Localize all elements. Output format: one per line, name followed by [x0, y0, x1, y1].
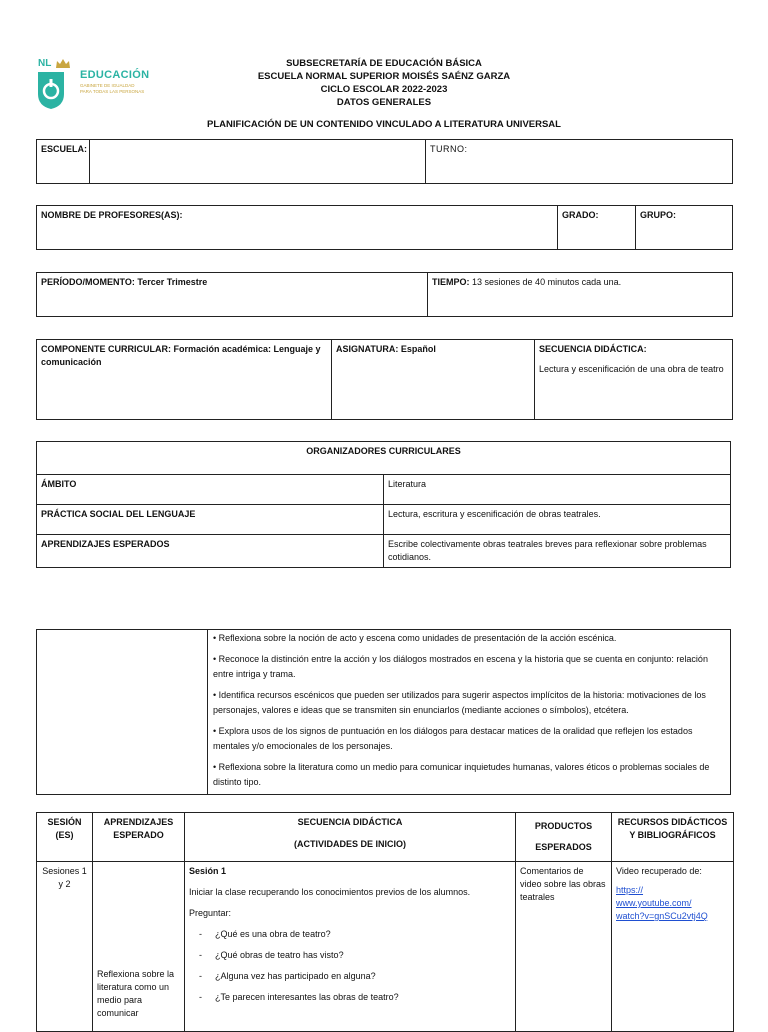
bullet-item: • Identifica recursos escénicos que pueden ser utilizados para sugerir aspectos implícitos de la historia: motivaciones de los personajes, valores e ideas que se transmiten sin enunciarlos (mediante acciones o símbolos), etcétera.: [213, 690, 706, 715]
bullets-cell: [208, 630, 731, 795]
sesion-cell: Sesiones 1 y 2: [37, 862, 93, 1032]
grupo-label: GRUPO:: [636, 206, 733, 250]
sesion-ask: Preguntar:: [189, 908, 232, 918]
logo-title: EDUCACIÓN: [80, 69, 150, 81]
aprendizaje-text: Reflexiona sobre la literatura como un medio para comunicar: [97, 969, 175, 1018]
secuencia-header-1: SECUENCIA DIDÁCTICA: [297, 817, 403, 827]
ambito-value: Literatura: [384, 475, 731, 505]
tiempo-cell: [428, 273, 733, 317]
video-link[interactable]: https:// www.youtube.com/ watch?v=gnSCu2vtj4Q: [616, 885, 708, 921]
tiempo-value: 13 sesiones de 40 minutos cada una.: [472, 277, 622, 287]
period-table: [36, 272, 733, 317]
sesion-intro: Iniciar la clase recuperando los conocimientos previos de los alumnos.: [189, 887, 471, 897]
aprendizajes-bullets-table: [36, 629, 731, 795]
secuencia-value: Lectura y escenificación de una obra de teatro: [539, 364, 724, 374]
bullets-empty-cell: [37, 630, 208, 795]
producto-cell: Comentarios de video sobre las obras teatrales: [516, 862, 612, 1032]
bullet-item: • Reconoce la distinción entre la acción y los diálogos mostrados en escena y la historia que se cuenta en conjunto: relación entre intriga y trama.: [213, 654, 708, 679]
organizadores-table: [36, 441, 731, 568]
col-recursos-header: RECURSOS DIDÁCTICOS Y BIBLIOGRÁFICOS: [612, 813, 734, 862]
secuencia-header-2: (ACTIVIDADES DE INICIO): [293, 839, 406, 849]
col-secuencia-header: [185, 813, 516, 862]
logo-nl: NL: [38, 58, 52, 69]
sesion-title: Sesión 1: [189, 866, 227, 876]
secuencia-cell: [185, 862, 516, 1032]
school-table: [36, 139, 733, 184]
practica-label: PRÁCTICA SOCIAL DEL LENGUAJE: [37, 505, 384, 535]
periodo-cell: [37, 273, 428, 317]
aprendizajes-value: Escribe colectivamente obras teatrales breves para reflexionar sobre problemas cotidianos.: [384, 535, 731, 568]
document-title: PLANIFICACIÓN DE UN CONTENIDO VINCULADO A LITERATURA UNIVERSAL: [207, 119, 561, 130]
turno-label: TURNO:: [426, 140, 733, 184]
organizadores-title: ORGANIZADORES CURRICULARES: [37, 442, 731, 475]
tiempo-label: TIEMPO:: [432, 277, 470, 287]
asignatura-cell: ASIGNATURA: Español: [332, 340, 535, 420]
bullet-item: • Explora usos de los signos de puntuación en los diálogos para destacar matices de la oralidad que reflejen los estados mentales y/o emocionales de los personajes.: [213, 726, 693, 751]
header-line-2: ESCUELA NORMAL SUPERIOR MOISÉS SAÉNZ GARZA: [257, 71, 511, 82]
componente-cell: COMPONENTE CURRICULAR: Formación académica: Lenguaje y comunicación: [37, 340, 332, 420]
aprendizaje-cell: [93, 862, 185, 1032]
col-sesion-header: SESIÓN (ES): [37, 813, 93, 862]
periodo-label: PERÍODO/MOMENTO:: [41, 277, 135, 287]
profesores-label: NOMBRE DE PROFESORES(AS):: [37, 206, 558, 250]
periodo-value: Tercer Trimestre: [137, 277, 208, 287]
grado-label: GRADO:: [558, 206, 636, 250]
col-productos-header: PRODUCTOS ESPERADOS: [516, 813, 612, 862]
question-item: - ¿Alguna vez has participado en alguna?: [189, 970, 511, 983]
question-item: - ¿Qué obras de teatro has visto?: [189, 949, 511, 962]
ambito-label: ÁMBITO: [37, 475, 384, 505]
practica-value: Lectura, escritura y escenificación de obras teatrales.: [384, 505, 731, 535]
question-item: - ¿Qué es una obra de teatro?: [189, 928, 511, 941]
bullet-item: • Reflexiona sobre la literatura como un medio para comunicar inquietudes humanas, valores éticos o problemas sociales de distinto tipo.: [213, 762, 710, 787]
question-item: - ¿Te parecen interesantes las obras de teatro?: [189, 991, 511, 1004]
col-aprendizajes-header: APRENDIZAJES ESPERADO: [93, 813, 185, 862]
logo-subtitle-1: GABINETE DE IGUALDAD: [80, 83, 135, 88]
logo-subtitle-2: PARA TODAS LAS PERSONAS: [80, 89, 145, 94]
recurso-cell: [612, 862, 734, 1032]
escuela-value: [90, 140, 426, 184]
curriculum-table: [36, 339, 733, 420]
teachers-table: [36, 205, 733, 250]
secuencia-cell: [535, 340, 733, 420]
questions-list: [189, 928, 511, 1004]
header-line-1: SUBSECRETARÍA DE EDUCACIÓN BÁSICA: [286, 58, 482, 69]
recurso-label: Video recuperado de:: [616, 866, 702, 876]
escuela-label: ESCUELA:: [37, 140, 90, 184]
aprendizajes-label: APRENDIZAJES ESPERADOS: [37, 535, 384, 568]
secuencia-label: SECUENCIA DIDÁCTICA:: [539, 344, 647, 354]
sessions-table: [36, 812, 734, 1032]
header-line-4: DATOS GENERALES: [336, 97, 432, 108]
bullet-item: • Reflexiona sobre la noción de acto y escena como unidades de presentación de la acción escénica.: [213, 633, 617, 643]
header-line-3: CICLO ESCOLAR 2022-2023: [320, 84, 448, 95]
